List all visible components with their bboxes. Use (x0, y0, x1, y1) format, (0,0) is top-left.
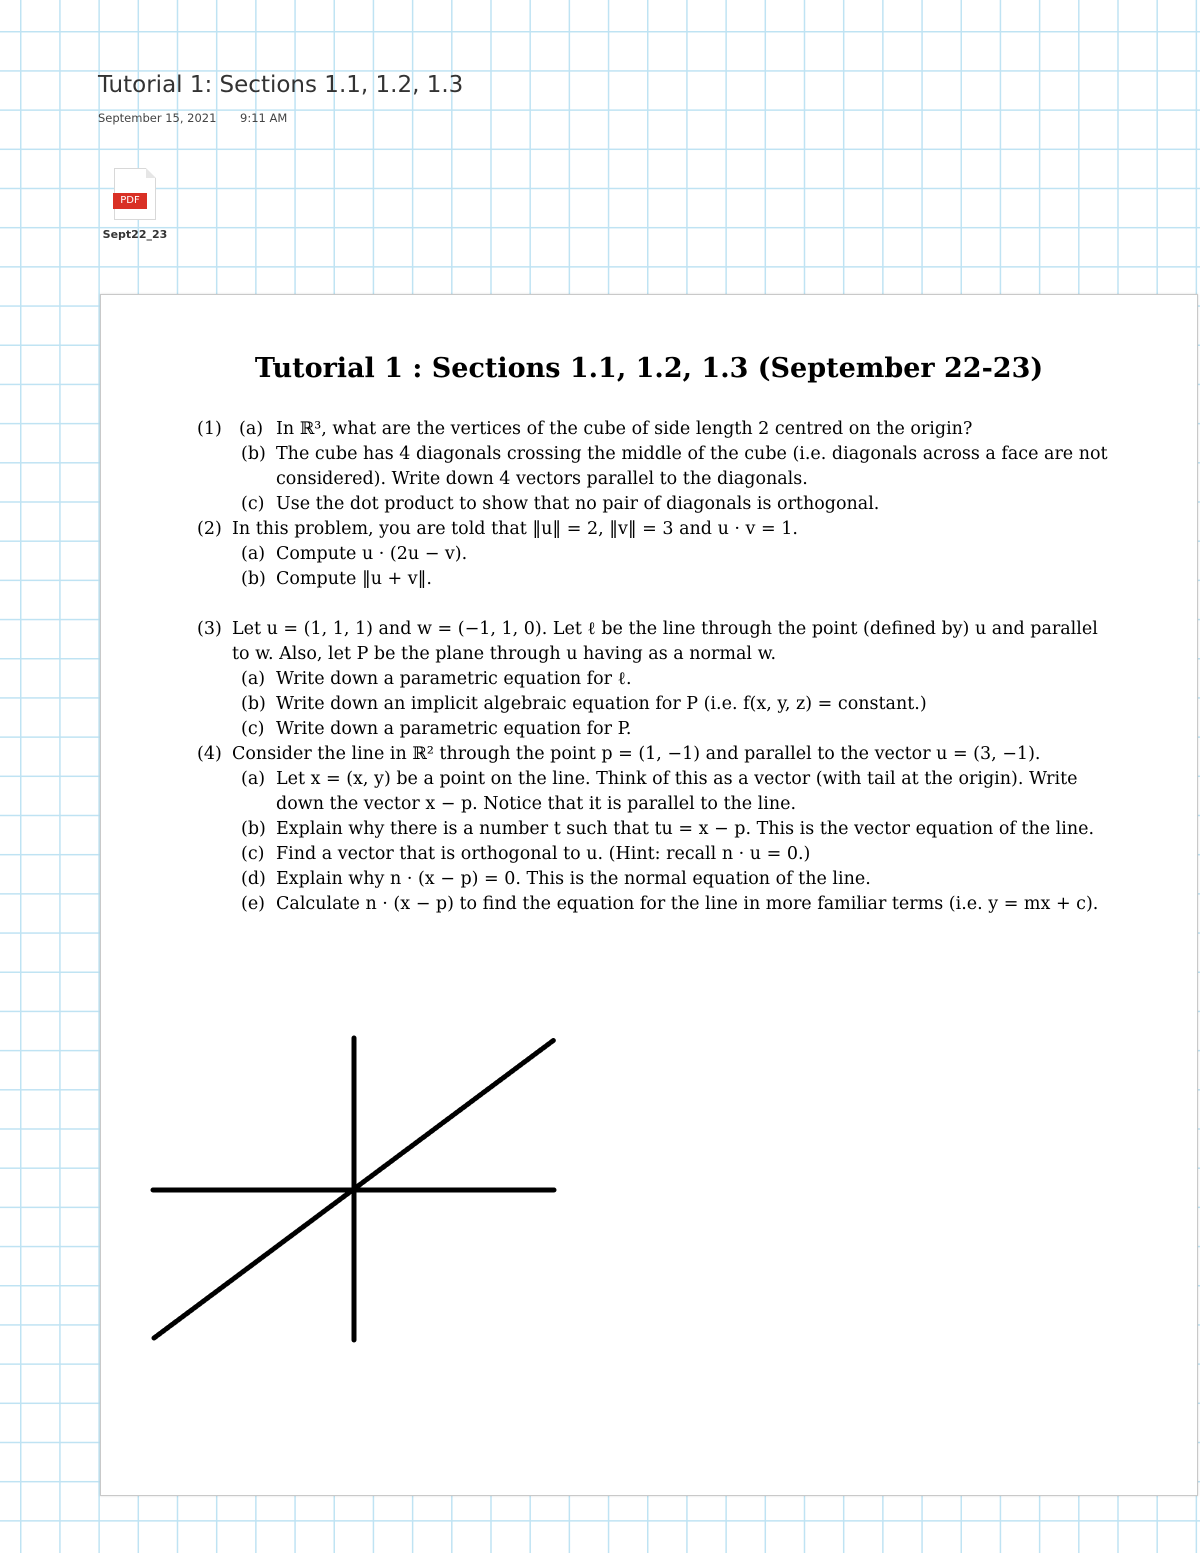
document-title: Tutorial 1 : Sections 1.1, 1.2, 1.3 (September 22-23) (254, 353, 1044, 384)
part-label: (b) (241, 569, 266, 589)
part-label: (e) (241, 894, 266, 914)
part-label: (c) (241, 719, 265, 739)
note-date: September 15, 2021 (98, 111, 217, 125)
pdf-file-icon (114, 168, 156, 220)
hand-drawn-graph (150, 1035, 560, 1345)
part-label: (c) (241, 844, 265, 864)
part-label: (d) (241, 869, 266, 889)
problem-number: (4) (197, 744, 222, 764)
part-label: (a) (241, 669, 266, 689)
part-text-line: considered). Write down 4 vectors parallel to the diagonals. (276, 469, 808, 489)
pdf-attachment[interactable] (100, 168, 170, 241)
problem-intro-line: to w. Also, let P be the plane through u having as a normal w. (232, 644, 777, 664)
problem-number: (1) (197, 419, 222, 439)
part-label: (b) (241, 444, 266, 464)
part-label: (c) (241, 494, 265, 514)
part-text-line: Explain why there is a number t such that tu = x − p. This is the vector equation of the line. (276, 819, 1095, 839)
part-text-line: The cube has 4 diagonals crossing the middle of the cube (i.e. diagonals across a face are not (276, 444, 1108, 464)
pdf-badge: PDF (113, 193, 147, 209)
part-label: (a) (239, 419, 264, 439)
part-label: (a) (241, 544, 266, 564)
part-text-line: Write down a parametric equation for ℓ. (276, 669, 632, 689)
part-text-line: Explain why n · (x − p) = 0. This is the normal equation of the line. (276, 869, 871, 889)
problem-intro-line: Let u = (1, 1, 1) and w = (−1, 1, 0). Let ℓ be the line through the point (defined by) u and parallel (232, 619, 1098, 639)
part-label: (b) (241, 819, 266, 839)
part-label: (a) (241, 769, 266, 789)
note-title: Tutorial 1: Sections 1.1, 1.2, 1.3 (98, 72, 464, 98)
part-text-line: Calculate n · (x − p) to find the equation for the line in more familiar terms (i.e. y = mx + c). (276, 894, 1099, 914)
problem-intro-line: Consider the line in ℝ² through the point p = (1, −1) and parallel to the vector u = (3, −1). (232, 744, 1041, 764)
part-text-line: down the vector x − p. Notice that it is parallel to the line. (276, 794, 797, 814)
note-time: 9:11 AM (240, 111, 288, 125)
part-text-line: Write down a parametric equation for P. (276, 719, 632, 739)
attachment-filename: Sept22_23 (102, 228, 168, 241)
part-text-line: Use the dot product to show that no pair of diagonals is orthogonal. (276, 494, 880, 514)
problem-number: (3) (197, 619, 222, 639)
part-text-line: Find a vector that is orthogonal to u. (Hint: recall n · u = 0.) (276, 844, 811, 864)
part-text-line: Compute u · (2u − v). (276, 544, 468, 564)
part-text-line: Compute ‖u + v‖. (276, 569, 432, 589)
problem-intro-line: In this problem, you are told that ‖u‖ = 2, ‖v‖ = 3 and u · v = 1. (232, 519, 798, 539)
part-label: (b) (241, 694, 266, 714)
problem-number: (2) (197, 519, 222, 539)
part-text-line: Write down an implicit algebraic equation for P (i.e. f(x, y, z) = constant.) (276, 694, 927, 714)
part-text-line: Let x = (x, y) be a point on the line. Think of this as a vector (with tail at the origin). Write (276, 769, 1078, 789)
part-text-line: In ℝ³, what are the vertices of the cube of side length 2 centred on the origin? (276, 419, 973, 439)
